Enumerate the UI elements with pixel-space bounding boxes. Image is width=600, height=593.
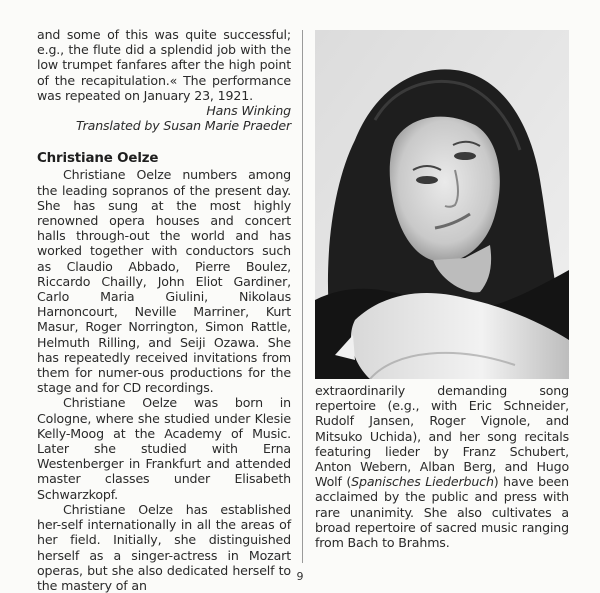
bio-paragraph-3-continued xyxy=(315,383,569,550)
column-divider xyxy=(302,30,303,563)
bio-paragraph-2: Christiane Oelze was born in Cologne, where she studied under Klesie Kelly-Moog at the Academy of Music. Later she studied with Erna Westenberger in Frankfurt and attended master classes under Elisabeth Schwarzkopf. xyxy=(37,395,291,502)
continued-text-end: ) have been acclaimed by the public and press with rare unanimity. She also cultivates a broad repertoire of sacred music ranging from Bach to Brahms. xyxy=(315,474,569,551)
continued-text-start: extraordinarily demanding song repertoire (e.g., with Eric Schneider, Rudolf Jansen, Roger Vignole, and Mitsuko Uchida), and her song recitals featuring lieder by Franz Schubert, Anton Webern, Alban Berg, and Hugo Wolf ( xyxy=(315,383,569,490)
portrait-photo xyxy=(315,30,569,379)
page-number: 9 xyxy=(296,570,304,583)
bio-paragraph-1: Christiane Oelze numbers among the leading sopranos of the present day. She has sung at the most highly renowned opera houses and concert halls through-out the world and has worked together with conductors such as Claudio Abbado, Pierre Boulez, Riccardo Chailly, John Eliot Gardiner, Carlo Maria Giulini, Nikolaus Harnoncourt, Neville Marriner, Kurt Masur, Roger Norrington, Simon Rattle, Helmuth Rilling, and Seiji Ozawa. She has repeatedly received invitations from them for numer-ous productions for the stage and for CD recordings. xyxy=(37,167,291,396)
bio-paragraph-3: Christiane Oelze has established her-self internationally in all the areas of her field. Initially, she distinguished herself as a singer-actress in Mozart operas, but she also dedicated herself to the mastery of an xyxy=(37,501,291,593)
left-column xyxy=(37,27,291,593)
author-credit: Hans Winking xyxy=(206,103,291,119)
section-heading: Christiane Oelze xyxy=(37,151,159,167)
song-cycle-title: Spanisches Liederbuch xyxy=(351,474,494,490)
intro-paragraph: and some of this was quite successful; e.g., the flute did a splendid job with the low trumpet fanfares after the high point of the recapitulation.« The performance was repeated on January 23, 1921. xyxy=(37,27,291,103)
translator-credit: Translated by Susan Marie Praeder xyxy=(76,118,291,134)
right-column xyxy=(315,383,569,550)
portrait-image xyxy=(315,30,569,379)
